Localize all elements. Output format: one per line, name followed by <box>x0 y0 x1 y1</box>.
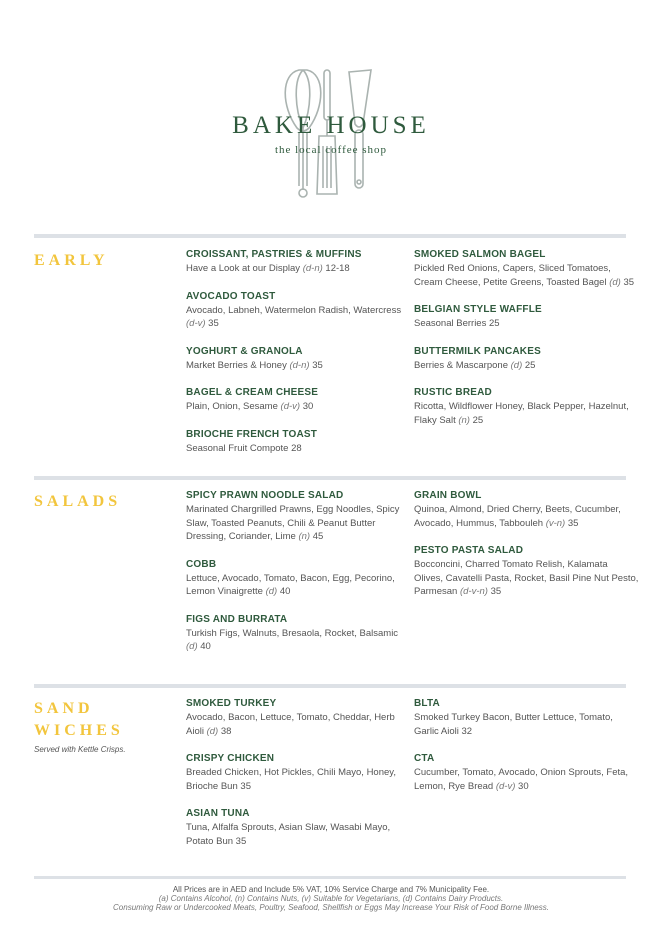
menu-item-ingredients: Avocado, Bacon, Lettuce, Tomato, Cheddar, Herb Aioli <box>186 712 395 737</box>
menu-item-description <box>414 558 639 599</box>
menu-item-ingredients: Cucumber, Tomato, Avocado, Onion Sprouts, Feta, Lemon, Rye Bread <box>414 767 629 792</box>
section-divider <box>34 234 626 238</box>
menu-item-dietary-note: (v-n) <box>545 517 566 529</box>
menu-item-name: BELGIAN STYLE WAFFLE <box>414 304 542 315</box>
menu-item-ingredients: Pickled Red Onions, Capers, Sliced Tomatoes, Cream Cheese, Petite Greens, Toasted Bagel <box>414 263 611 288</box>
menu-item <box>186 489 411 544</box>
menu-item-price: 35 <box>240 780 251 792</box>
menu-column <box>414 248 639 441</box>
menu-item <box>414 544 639 599</box>
menu-item <box>414 489 639 530</box>
menu-item-description <box>414 503 639 530</box>
menu-item <box>414 752 639 793</box>
section-divider <box>34 684 626 688</box>
menu-item-name: ASIAN TUNA <box>186 808 250 819</box>
menu-item <box>186 248 411 276</box>
menu-item-price: 25 <box>472 414 484 426</box>
menu-item-dietary-note: (d) <box>265 586 278 597</box>
menu-item-price: 35 <box>623 276 635 288</box>
menu-item-name: SPICY PRAWN NOODLE SALAD <box>186 490 344 501</box>
menu-item-price: 28 <box>291 442 302 454</box>
menu-item-dietary-note: (n) <box>298 531 311 542</box>
menu-item-dietary-note: (d-v) <box>186 318 206 329</box>
menu-item <box>186 752 411 793</box>
menu-item <box>186 613 411 654</box>
menu-item-description <box>186 359 411 373</box>
section-title-sandwiches: SAND WICHES <box>34 700 124 739</box>
menu-item-description <box>186 503 411 544</box>
menu-item-price: 35 <box>312 359 323 371</box>
menu-item-ingredients: Bocconcini, Charred Tomato Relish, Kalamata Olives, Cavatelli Pasta, Rocket, Basil Pine Nut Pesto, Parmesan <box>414 559 639 597</box>
menu-item-description <box>414 262 639 289</box>
menu-item-description <box>186 400 411 414</box>
menu-item <box>186 697 411 738</box>
menu-item-price: 32 <box>461 725 473 737</box>
menu-item-description <box>186 572 411 599</box>
menu-item <box>186 345 411 373</box>
menu-item <box>414 386 639 427</box>
menu-column <box>414 489 639 613</box>
menu-item-price: 30 <box>518 780 529 792</box>
menu-item-price: 35 <box>490 586 502 597</box>
menu-item-price: 38 <box>220 725 232 737</box>
menu-item <box>186 558 411 599</box>
menu-item-price: 12-18 <box>325 263 350 274</box>
menu-item-price: 30 <box>302 401 314 412</box>
menu-item-dietary-note: (d) <box>510 359 523 371</box>
menu-item-ingredients: Breaded Chicken, Hot Pickles, Chili Mayo, Honey, Brioche Bun <box>186 767 396 792</box>
menu-item-description <box>186 442 411 456</box>
menu-item-name: YOGHURT & GRANOLA <box>186 345 303 357</box>
menu-item-price: 35 <box>235 835 247 847</box>
footer-allergen-key: (a) Contains Alcohol, (n) Contains Nuts, (v) Suitable for Vegetarians, (d) Contains Dairy Products. <box>158 894 504 903</box>
menu-item-description <box>186 711 411 738</box>
section-title-early: EARLY <box>34 252 109 269</box>
menu-column <box>186 697 411 862</box>
menu-item-ingredients: Turkish Figs, Walnuts, Bresaola, Rocket, Balsamic <box>186 627 399 639</box>
menu-item-price: 35 <box>208 318 219 329</box>
footer-pricing-note: All Prices are in AED and Include 5% VAT, 10% Service Charge and 7% Municipality Fee. <box>172 885 490 894</box>
menu-item-ingredients: Avocado, Labneh, Watermelon Radish, Watercress <box>186 304 402 316</box>
menu-item-price: 25 <box>524 359 536 371</box>
menu-item-dietary-note: (d-n) <box>302 263 323 274</box>
menu-item-name: SMOKED TURKEY <box>186 698 277 709</box>
menu-item-name: FIGS AND BURRATA <box>186 613 288 625</box>
menu-item-ingredients: Lettuce, Avocado, Tomato, Bacon, Egg, Pecorino, Lemon Vinaigrette <box>186 572 395 597</box>
menu-column <box>414 697 639 807</box>
menu-item-name: CTA <box>414 753 435 764</box>
menu-item-price: 40 <box>200 641 211 652</box>
menu-item-price: 40 <box>279 586 291 597</box>
menu-item-name: BRIOCHE FRENCH TOAST <box>186 428 318 440</box>
menu-item <box>186 428 411 456</box>
menu-item-dietary-note: (d-v) <box>495 780 516 792</box>
section-title-salads: SALADS <box>34 493 122 510</box>
menu-column <box>186 489 411 668</box>
menu-item-ingredients: Smoked Turkey Bacon, Butter Lettuce, Tomato, Garlic Aioli <box>414 712 613 737</box>
menu-item-ingredients: Marinated Chargrilled Prawns, Egg Noodles, Spicy Slaw, Toasted Peanuts, Chili & Peanut Butter Dressing, Coriander, Lime <box>186 504 400 542</box>
menu-item-description <box>186 262 411 276</box>
menu-item-ingredients: Berries & Mascarpone <box>414 359 508 371</box>
menu-item-dietary-note: (d-v) <box>280 401 301 412</box>
menu-item-name: PESTO PASTA SALAD <box>414 545 524 556</box>
menu-item-ingredients: Ricotta, Wildflower Honey, Black Pepper, Hazelnut, Flaky Salt <box>414 401 629 426</box>
menu-item-description <box>186 766 411 793</box>
menu-item-name: CRISPY CHICKEN <box>186 753 275 764</box>
menu-item-ingredients: Tuna, Alfalfa Sprouts, Asian Slaw, Wasabi Mayo, Potato Bun <box>186 822 391 847</box>
menu-item-dietary-note: (d-n) <box>289 359 310 371</box>
menu-item-description <box>414 359 639 373</box>
brand-subtitle: the local coffee shop <box>274 144 388 156</box>
section-note: Served with Kettle Crisps. <box>34 745 126 754</box>
menu-item-price: 35 <box>567 517 579 529</box>
menu-item <box>414 697 639 738</box>
menu-item <box>414 303 639 331</box>
menu-item-name: CROISSANT, PASTRIES & MUFFINS <box>186 249 362 260</box>
menu-item-ingredients: Have a Look at our Display <box>186 263 301 274</box>
menu-item-name: GRAIN BOWL <box>414 490 482 501</box>
menu-item-name: BUTTERMILK PANCAKES <box>414 345 541 357</box>
section-divider <box>34 476 626 480</box>
menu-item-description <box>186 821 411 848</box>
menu-item-ingredients: Plain, Onion, Sesame <box>186 401 278 412</box>
menu-item-price: 45 <box>312 531 324 542</box>
menu-item-dietary-note: (d) <box>206 725 219 737</box>
menu-item <box>186 807 411 848</box>
menu-item <box>414 248 639 289</box>
brand-title: BAKE HOUSE <box>232 112 430 139</box>
menu-item-name: RUSTIC BREAD <box>414 387 492 398</box>
menu-item-name: BLTA <box>414 698 440 709</box>
menu-item-description <box>414 400 639 427</box>
menu-item-dietary-note: (d-v-n) <box>459 586 488 597</box>
menu-item <box>186 290 411 331</box>
menu-item-description <box>414 317 639 331</box>
footer <box>0 885 662 912</box>
menu-item-price: 25 <box>489 318 500 329</box>
menu-item-name: BAGEL & CREAM CHEESE <box>186 387 319 398</box>
menu-item-description <box>186 627 411 654</box>
menu-item-dietary-note: (n) <box>458 414 470 426</box>
menu-item <box>414 345 639 373</box>
menu-item-dietary-note: (d) <box>186 641 198 652</box>
menu-item-ingredients: Seasonal Berries <box>414 318 487 329</box>
menu-item-ingredients: Market Berries & Honey <box>186 359 287 371</box>
menu-item-name: AVOCADO TOAST <box>186 290 276 302</box>
menu-item-ingredients: Seasonal Fruit Compote <box>186 442 289 454</box>
menu-item-description <box>186 304 411 331</box>
menu-item-description <box>414 711 639 738</box>
menu-item-dietary-note: (d) <box>609 276 621 288</box>
menu-item-ingredients: Quinoa, Almond, Dried Cherry, Beets, Cucumber, Avocado, Hummus, Tabbouleh <box>414 504 621 529</box>
menu-item-name: SMOKED SALMON BAGEL <box>414 249 546 260</box>
footer-health-warning: Consuming Raw or Undercooked Meats, Poultry, Seafood, Shellfish or Eggs May Increase Your Risk of Food Borne Illness. <box>113 903 549 912</box>
menu-item-description <box>414 766 639 793</box>
footer-divider <box>34 876 626 879</box>
menu-item-name: COBB <box>186 558 217 570</box>
menu-column <box>186 248 411 469</box>
menu-item <box>186 386 411 414</box>
